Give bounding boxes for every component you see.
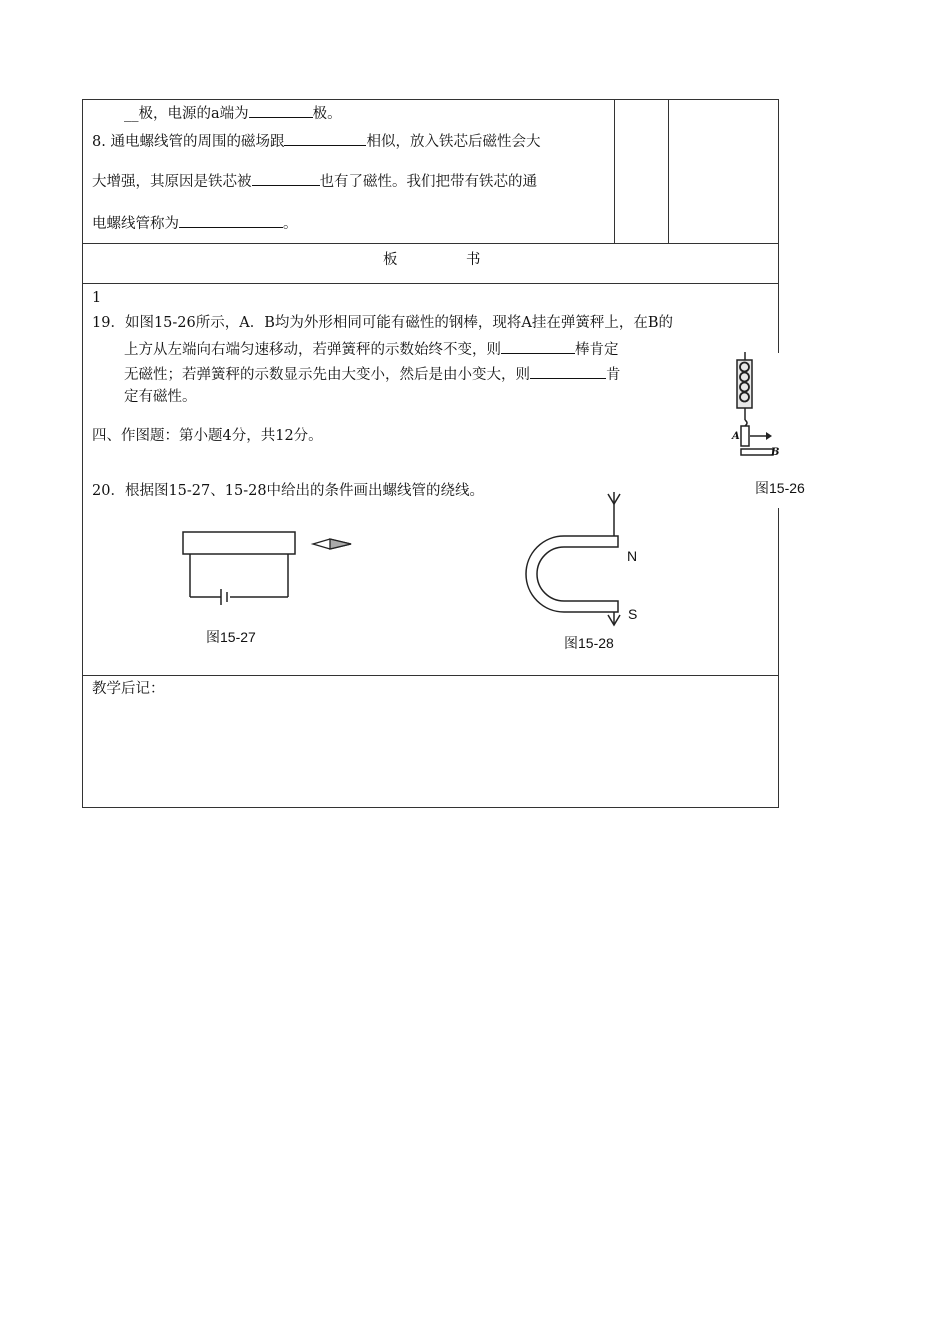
q8-line2-post: 也有了磁性。我们把带有铁芯的通 <box>319 174 537 190</box>
q19-line3-post: 肯 <box>606 367 621 383</box>
q19-line1: 19．如图15-26所示，A．B均为外形相同可能有磁性的钢棒，现将A挂在弹簧秤上，在B的 <box>92 315 674 331</box>
col-divider-1 <box>614 99 615 244</box>
board-divider <box>82 283 779 284</box>
row1-line1-mid: 端为 <box>219 106 249 122</box>
q8-line3 <box>92 213 298 233</box>
table-border-bottom <box>82 807 779 808</box>
answer-blank[interactable] <box>501 339 575 354</box>
table-border-top <box>82 99 779 100</box>
answer-blank[interactable] <box>284 131 366 146</box>
fig28-label-s: S <box>628 606 638 622</box>
q8-line1-pre: 通电螺线管的周围的磁场跟 <box>110 134 285 150</box>
item-1: 1 <box>92 290 102 306</box>
q19-line4: 定有磁性。 <box>124 389 197 405</box>
q8-line1 <box>92 131 540 151</box>
q8-line2-pre: 大增强，其原因是铁芯被 <box>92 174 252 190</box>
q8-line1-post: 相似，放入铁芯后磁性会大 <box>366 134 541 150</box>
q19-line2-pre: 上方从左端向右端匀速移动，若弹簧秤的示数始终不变，则 <box>124 342 501 358</box>
q19-line3-pre: 无磁性；若弹簧秤的示数显示先由大变小，然后是由小变大，则 <box>124 367 530 383</box>
answer-blank[interactable] <box>179 213 283 228</box>
table-border-right-upper <box>778 99 779 353</box>
q8-line3-pre: 电螺线管称为 <box>92 216 179 232</box>
q19-line2-post: 棒肯定 <box>575 342 619 358</box>
figure-15-27 <box>180 528 360 608</box>
section4-heading: 四、作图题：第小题4分，共12分。 <box>92 428 323 444</box>
board-title-b: 书 <box>466 252 481 268</box>
answer-blank[interactable] <box>249 103 313 118</box>
table-border-right-lower <box>778 508 779 808</box>
notes-divider <box>82 675 779 676</box>
figure-15-28 <box>520 488 630 628</box>
notes-label: 教学后记： <box>92 681 165 697</box>
fig26-label-a: A <box>732 431 740 442</box>
row1-line1-a: a <box>211 106 220 122</box>
fig26-label-b: B <box>771 447 780 458</box>
q8-line2 <box>92 171 537 191</box>
table-border-left <box>82 99 83 808</box>
row1-line1-post: 极。 <box>312 106 342 122</box>
row1-line1 <box>124 103 342 123</box>
q20-line: 20．根据图15-27、15-28中给出的条件画出螺线管的绕线。 <box>92 483 485 499</box>
fig28-caption: 图15-28 <box>564 635 614 651</box>
answer-blank[interactable] <box>530 364 606 379</box>
q8-number: 8. <box>92 134 106 150</box>
col-divider-2 <box>668 99 669 244</box>
fig28-label-n: N <box>627 548 638 564</box>
fig26-caption: 图15-26 <box>755 480 805 496</box>
board-title-a: 板 <box>383 252 398 268</box>
q19-line2 <box>124 339 619 359</box>
answer-blank[interactable] <box>252 171 320 186</box>
row1-line1-pre: __极，电源的 <box>124 106 211 122</box>
q19-line3 <box>124 364 621 384</box>
q8-line3-post: 。 <box>283 216 298 232</box>
row1-divider <box>82 243 779 244</box>
fig27-caption: 图15-27 <box>206 629 256 645</box>
